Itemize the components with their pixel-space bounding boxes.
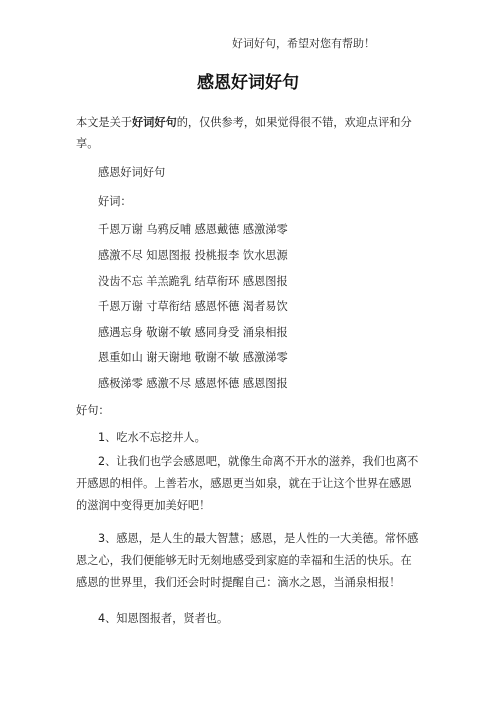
words-heading: 好词：	[98, 195, 132, 208]
sentence-item: 2、让我们也学会感恩吧，就像生命离不开水的滋养，我们也离不开感恩的相伴。上善若水，感恩更当如泉，就在于让这个世界在感恩的滋润中变得更加美好吧！	[76, 455, 419, 512]
word-row: 没齿不忘 羊羔跪乳 结草衔环 感恩图报	[98, 275, 288, 288]
word-row: 千恩万谢 乌鸦反哺 感恩戴德 感激涕零	[98, 223, 288, 236]
sentences-heading: 好句：	[76, 404, 110, 417]
word-row: 恩重如山 谢天谢地 敬谢不敏 感激涕零	[98, 351, 288, 364]
intro-prefix: 本文是关于	[76, 116, 132, 129]
sentence-item: 3、感恩，是人生的最大智慧；感恩，是人性的一大美德。常怀感恩之心，我们便能够无时无刻地感受到家庭的幸福和生活的快乐。在感恩的世界里，我们还会时时提醒自己：滴水之恩，当涌泉相报！	[76, 532, 419, 589]
word-row: 感极涕零 感激不尽 感恩怀德 感恩图报	[98, 377, 288, 390]
intro-keyword: 好词好句	[131, 116, 177, 129]
sentence-item: 1、吃水不忘挖井人。	[98, 431, 206, 444]
sentence-item: 4、知恩图报者，贤者也。	[98, 612, 229, 625]
intro-suffix: 的，仅供参考，如果觉得很不错，欢迎点评和分享。	[76, 116, 412, 150]
header-text: 好词好句，希望对您有帮助！	[232, 37, 375, 50]
word-row: 感激不尽 知恩图报 投桃报李 饮水思源	[98, 249, 288, 262]
intro-paragraph	[76, 112, 420, 154]
subtitle: 感恩好词好句	[98, 166, 166, 179]
word-row: 感遇忘身 敬谢不敏 感同身受 涌泉相报	[98, 326, 288, 339]
document-title: 感恩好词好句	[197, 73, 299, 93]
word-row: 千恩万谢 寸草衔结 感恩怀德 渴者易饮	[98, 300, 288, 313]
